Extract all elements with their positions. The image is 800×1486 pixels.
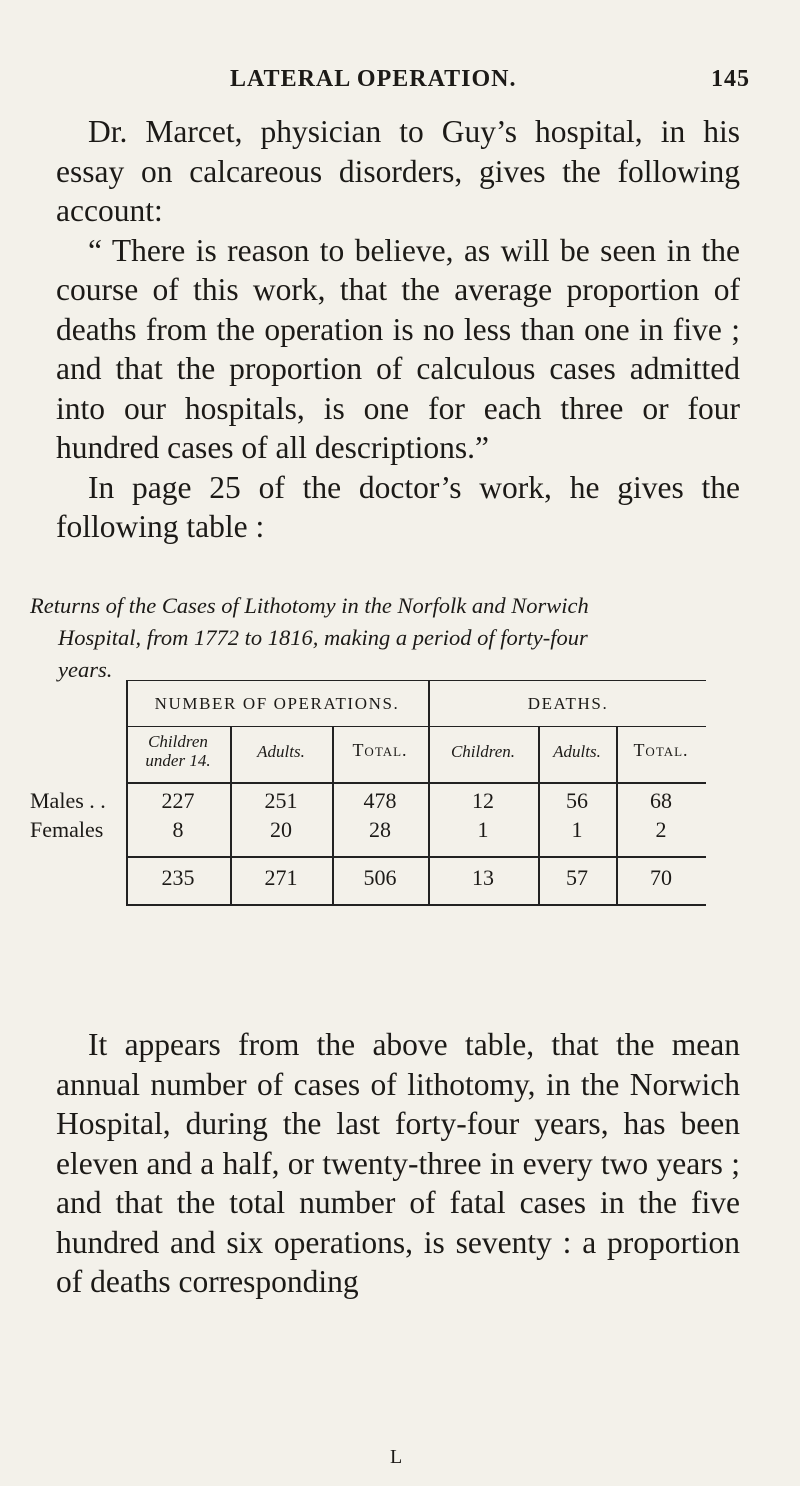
col-header-children-line2: under 14. [145, 751, 211, 770]
col-header-total: Total. [352, 740, 408, 760]
col-header-adults-deaths: Adults. [553, 742, 601, 761]
cell-males-total-deaths: 68 [650, 788, 672, 813]
group-header-deaths: DEATHS. [527, 694, 609, 713]
total-operations: 506 [363, 865, 397, 890]
cell-males-adults-deaths: 56 [566, 788, 588, 813]
row-label-females: Females [30, 817, 104, 842]
cell-females-children-deaths: 1 [477, 817, 489, 842]
table-vrule [230, 726, 232, 906]
cell-females-children: 8 [172, 817, 184, 842]
col-header-total-deaths: Total. [633, 740, 689, 760]
table-vrule [126, 680, 128, 906]
table-bottom-rule [126, 904, 706, 906]
caption-line-3: years. [58, 657, 113, 682]
col-header-children-deaths: Children. [450, 742, 516, 761]
lithotomy-table [0, 680, 800, 980]
quoted-paragraph: “ There is reason to believe, as will be seen in the course of this work, that the average proportion of deaths from the operation is no less than one in five ; and that the proportion of calculous cases admitted into our hospitals, is one for each three or four hundred cases of all descriptions.” [56, 232, 740, 465]
group-header-operations: NUMBER OF OPERATIONS. [154, 694, 400, 713]
col-header-children-line1: Children [148, 732, 208, 751]
col-header-adults: Adults. [257, 742, 305, 761]
cell-males-children-deaths: 12 [472, 788, 494, 813]
table-vrule [616, 726, 618, 906]
total-deaths: 70 [650, 865, 672, 890]
intro-paragraph: Dr. Marcet, physician to Guy’s hospital, in his essay on calcareous disorders, gives the following account: [56, 114, 740, 228]
total-children: 235 [161, 865, 195, 890]
table-vrule [332, 726, 334, 906]
caption-line-1: Returns of the Cases of Lithotomy in the Norfolk and Norwich [30, 593, 589, 618]
column-header-rule [126, 782, 706, 784]
page-number: 145 [711, 66, 750, 92]
total-children-deaths: 13 [472, 865, 494, 890]
cell-females-total: 28 [369, 817, 391, 842]
running-head-title: LATERAL OPERATION. [230, 66, 517, 92]
table-caption [30, 590, 730, 686]
table-lead-paragraph: In page 25 of the doctor’s work, he gives the following table : [56, 469, 740, 544]
row-label-males: Males . . [30, 788, 106, 813]
cell-females-adults-deaths: 1 [571, 817, 583, 842]
cell-females-adults: 20 [270, 817, 292, 842]
col-header-children-under-14 [126, 732, 230, 770]
cell-males-total: 478 [363, 788, 397, 813]
conclusion-text [56, 1025, 740, 1302]
intro-text [56, 112, 740, 547]
conclusion-paragraph: It appears from the above table, that the mean annual number of cases of lithotomy, in the Norwich Hospital, during the last forty-four years, has been eleven and a half, or twenty-three in every two years ; and that the total number of fatal cases in the five hundred and six operations, is seventy : a proportion of deaths corresponding [56, 1027, 740, 1299]
cell-males-adults: 251 [264, 788, 298, 813]
table-vrule [428, 680, 430, 906]
signature-mark: L [390, 1446, 403, 1468]
group-header-rule [126, 726, 706, 727]
total-adults-deaths: 57 [566, 865, 588, 890]
cell-females-total-deaths: 2 [655, 817, 667, 842]
table-vrule [538, 726, 540, 906]
table-top-rule [126, 680, 706, 681]
total-adults: 271 [264, 865, 298, 890]
caption-line-2: Hospital, from 1772 to 1816, making a period of forty-four [58, 625, 588, 650]
totals-rule [126, 856, 706, 858]
cell-males-children: 227 [161, 788, 195, 813]
